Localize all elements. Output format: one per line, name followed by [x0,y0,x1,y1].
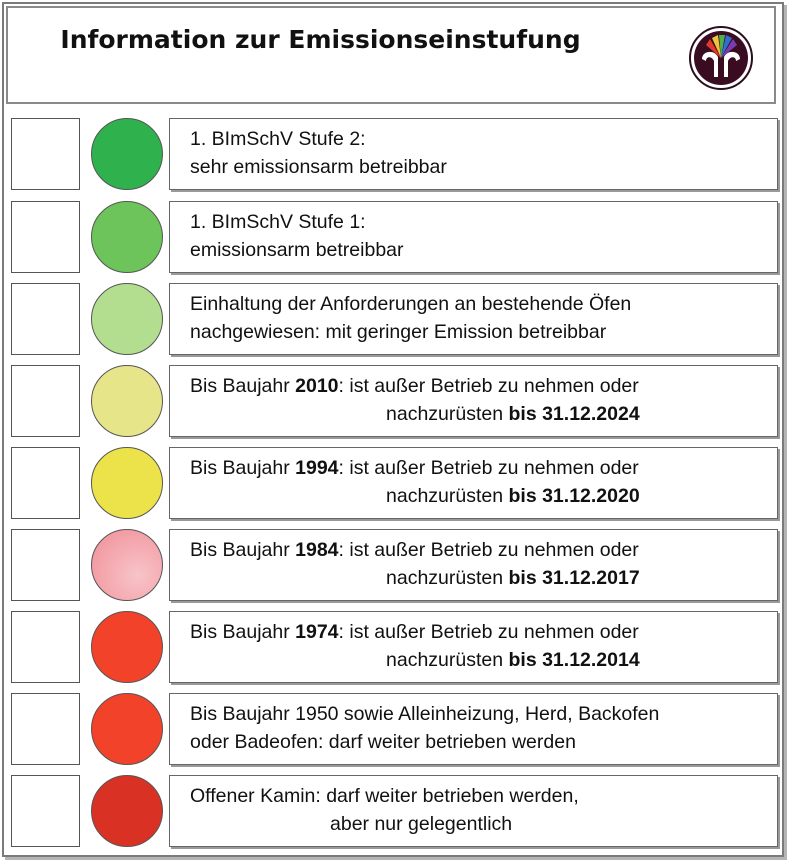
status-circle [91,365,163,437]
status-circle [91,447,163,519]
emission-description: 1. BImSchV Stufe 2: sehr emissionsarm betreibbar [169,118,778,190]
emission-row [11,201,778,275]
header [6,6,776,104]
emission-row [11,611,778,685]
checkbox[interactable] [11,118,80,190]
emission-description: Bis Baujahr 1984: ist außer Betrieb zu nehmen oder nachzurüsten bis 31.12.2017 [169,529,778,601]
status-circle [91,283,163,355]
emission-row [11,447,778,521]
emission-row [11,283,778,357]
status-circle [91,611,163,683]
emission-description: Bis Baujahr 1994: ist außer Betrieb zu nehmen oder nachzurüsten bis 31.12.2020 [169,447,778,519]
status-circle [91,529,163,601]
chimney-sweep-logo-icon [688,25,754,91]
status-circle [91,118,163,190]
status-circle [91,201,163,273]
emission-description: Bis Baujahr 2010: ist außer Betrieb zu nehmen oder nachzurüsten bis 31.12.2024 [169,365,778,437]
checkbox[interactable] [11,611,80,683]
checkbox[interactable] [11,447,80,519]
emission-row [11,529,778,603]
emission-description: Offener Kamin: darf weiter betrieben werden, aber nur gelegentlich [169,775,778,847]
emission-description: 1. BImSchV Stufe 1: emissionsarm betreibbar [169,201,778,273]
checkbox[interactable] [11,283,80,355]
emission-description: Einhaltung der Anforderungen an bestehende Öfen nachgewiesen: mit geringer Emission betreibbar [169,283,778,355]
status-circle [91,775,163,847]
emission-row [11,775,778,849]
emission-description: Bis Baujahr 1950 sowie Alleinheizung, Herd, Backofen oder Badeofen: darf weiter betrieben werden [169,693,778,765]
emission-row [11,118,778,192]
checkbox[interactable] [11,201,80,273]
emission-row [11,693,778,767]
checkbox[interactable] [11,365,80,437]
emission-row [11,365,778,439]
page-title: Information zur Emissionseinstufung [60,25,581,54]
checkbox[interactable] [11,775,80,847]
status-circle [91,693,163,765]
checkbox[interactable] [11,693,80,765]
checkbox[interactable] [11,529,80,601]
emission-description: Bis Baujahr 1974: ist außer Betrieb zu nehmen oder nachzurüsten bis 31.12.2014 [169,611,778,683]
